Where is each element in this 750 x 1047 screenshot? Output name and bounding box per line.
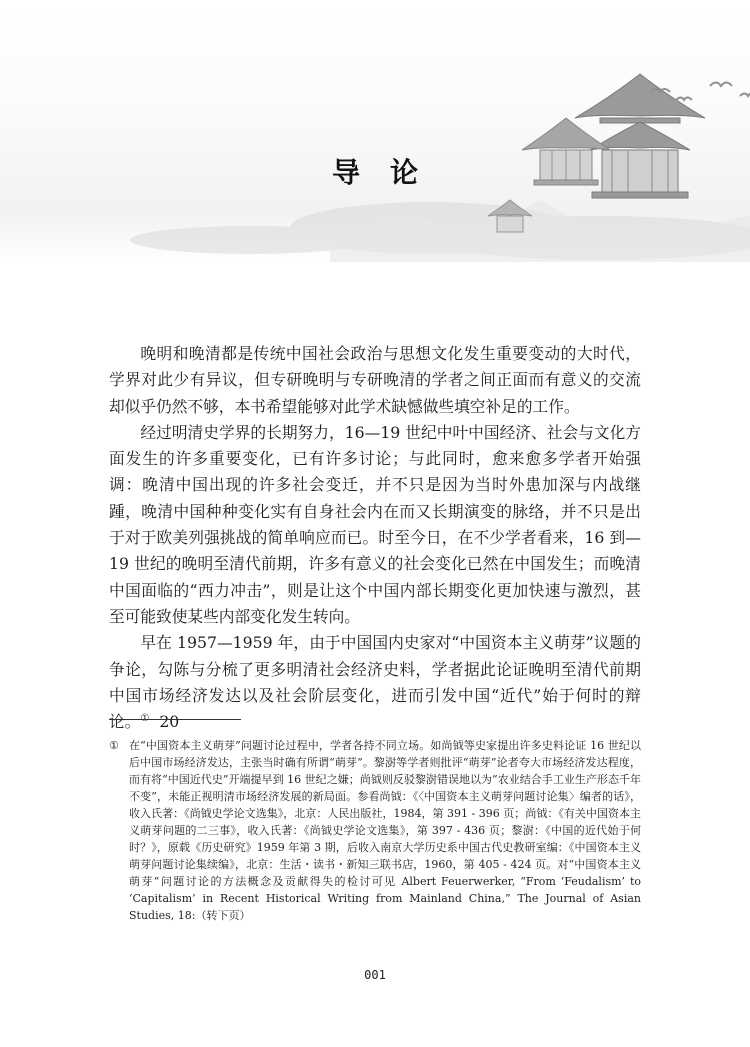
paragraph xyxy=(109,341,641,420)
chapter-header-band xyxy=(0,0,750,262)
footnote-reference[interactable]: ① xyxy=(140,712,150,724)
paragraph-continuation: 20 xyxy=(159,712,180,732)
footnote-mark: ① xyxy=(109,739,119,752)
footnote xyxy=(109,737,641,924)
footnote-text: 在“中国资本主义萌芽”问题讨论过程中，学者各持不同立场。如尚钺等史家提出许多史料论证 16 世纪以后中国市场经济发达，主张当时确有所谓“萌芽”。黎澍等学者则批评“萌芽”论者夸大市场经济发达程度，而有将“中国近代史”开端提早到 16 世纪之嫌；尚钺则反驳黎澍错误地以为“农业结合手工业生产形态千年不变”，未能正视明清市场经济发展的新局面。参看尚钺：《〈中国资本主义萌芽问题讨论集〉编者的话》，收入氏著：《尚钺史学论文选集》，北京：人民出版社，1984，第 391 - 396 页；尚钺：《有关中国资本主义萌芽问题的二三事》，收入氏著：《尚钺史学论文选集》，第 397 - 436 页；黎澍：《中国的近代始于何时？》，原载《历史研究》1959 年第 3 期，后收入南京大学历史系中国古代史教研室编：《中国资本主义萌芽问题讨论集续编》，北京：生活・读书・新知三联书店，1960，第 405 - 424 页。对“中国资本主义萌芽”问题讨论的方法概念及贡献得失的检讨可见 Albert Feuerwerker, “From ‘Feudalism’ to ‘Capitalism’ in Recent Historical Writing from Mainland China,” The Journal of Asian Studies, 18:（转下页） xyxy=(129,739,641,922)
pavilion-illustration xyxy=(0,0,750,262)
footnote-divider xyxy=(109,719,241,720)
paragraph-text: 早在 1957—1959 年，由于中国国内史家对“中国资本主义萌芽”议题的争论，勾陈与分梳了更多明清社会经济史料，学者据此论证晚明至清代前期中国市场经济发达以及社会阶层变化，进而引发中国“近代”始于何时的辩论。 xyxy=(109,633,641,732)
chapter-title: 导论 xyxy=(331,156,448,189)
paragraph xyxy=(109,420,641,630)
body-text xyxy=(109,341,641,735)
page-number: 001 xyxy=(364,968,386,982)
paragraph-text: 晚明和晚清都是传统中国社会政治与思想文化发生重要变动的大时代，学界对此少有异议，但专研晚明与专研晚清的学者之间正面而有意义的交流却似乎仍然不够，本书希望能够对此学术缺憾做些填空补足的工作。 xyxy=(109,344,641,416)
paragraph-text: 经过明清史学界的长期努力，16—19 世纪中叶中国经济、社会与文化方面发生的许多重要变化，已有许多讨论；与此同时，愈来愈多学者开始强调：晚清中国出现的许多社会变迁，并不只是因为当时外患加深与内战继踵，晚清中国种种变化实有自身社会内在而又长期演变的脉络，并不只是出于对于欧美列强挑战的简单响应而已。时至今日，在不少学者看来，16 到—19 世纪的晚明至清代前期，许多有意义的社会变化已然在中国发生；而晚清中国面临的“西力冲击”，则是让这个中国内部长期变化更加快速与激烈，甚至可能致使某些内部变化发生转向。 xyxy=(109,422,641,626)
